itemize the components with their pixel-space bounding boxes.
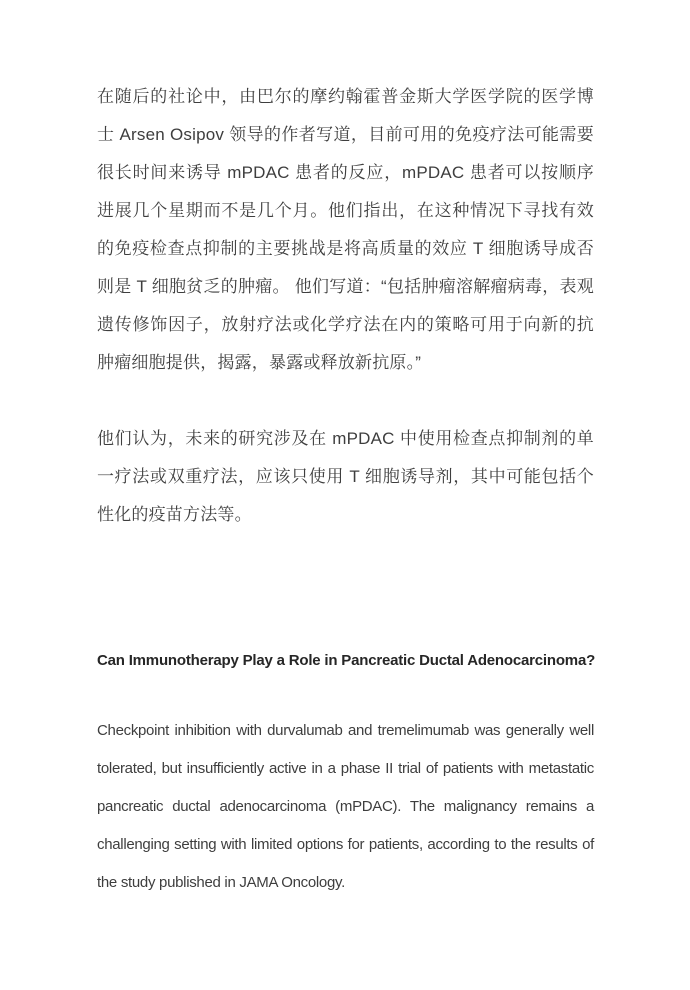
- paragraph-en-checkpoint-study: Checkpoint inhibition with durvalumab and tremelimumab was generally well tolerated, but insufficiently active in a phase II trial of patients with metastatic pancreatic ductal adenocarcinoma (mPDAC). The malignancy remains a challenging setting with limited options for patients, according to the results of the study published in JAMA Oncology.: [97, 722, 594, 891]
- section-heading: Can Immunotherapy Play a Role in Pancreatic Ductal Adenocarcinoma?: [97, 652, 596, 669]
- paragraph-cn-future-research: 他们认为，未来的研究涉及在 mPDAC 中使用检查点抑制剂的单一疗法或双重疗法，应该只使用 T 细胞诱导剂，其中可能包括个性化的疫苗方法等。: [97, 429, 594, 524]
- paragraph-cn-editorial: 在随后的社论中，由巴尔的摩约翰霍普金斯大学医学院的医学博士 Arsen Osipov 领导的作者写道，目前可用的免疫疗法可能需要很长时间来诱导 mPDAC 患者的反应，mPDAC 患者可以按顺序进展几个星期而不是几个月。他们指出，在这种情况下寻找有效的免疫检查点抑制的主要挑战是将高质量的效应 T 细胞诱导成否则是 T 细胞贫乏的肿瘤。 他们写道：“包括肿瘤溶解瘤病毒，表观遗传修饰因子，放射疗法或化学疗法在内的策略可用于向新的抗肿瘤细胞提供，揭露，暴露或释放新抗原。”: [97, 87, 594, 372]
